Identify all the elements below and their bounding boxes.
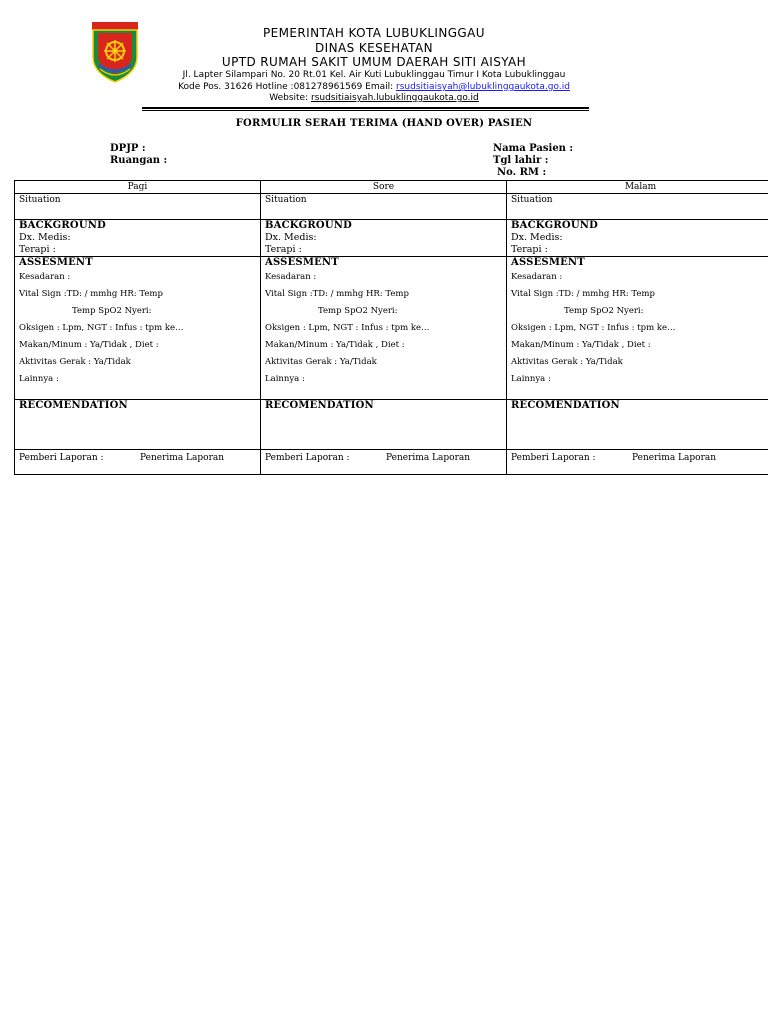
background-heading: BACKGROUND: [265, 220, 352, 231]
makan-minum-label: Makan/Minum : Ya/Tidak , Diet :: [19, 340, 159, 350]
recomendation-heading: RECOMENDATION: [265, 400, 374, 411]
ruangan-field: Ruangan :: [110, 155, 168, 166]
temp-spo2-nyeri-label: Temp SpO2 Nyeri:: [564, 306, 644, 316]
shift-malam: Malam: [507, 181, 768, 194]
recomendation-pagi[interactable]: [15, 400, 261, 450]
penerima-laporan-label: Penerima Laporan: [386, 453, 471, 463]
kesadaran-label: Kesadaran :: [511, 272, 563, 282]
makan-minum-label: Makan/Minum : Ya/Tidak , Diet :: [265, 340, 405, 350]
dx-medis-label: Dx. Medis:: [19, 232, 71, 243]
assesment-heading: ASSESMENT: [19, 257, 93, 268]
header-website-link[interactable]: rsudsitiaisyah.lubuklinggaukota.go.id: [311, 93, 479, 103]
aktivitas-gerak-label: Aktivitas Gerak : Ya/Tidak: [265, 357, 377, 367]
pemberi-laporan-label: Pemberi Laporan :: [511, 453, 596, 463]
temp-spo2-nyeri-label: Temp SpO2 Nyeri:: [72, 306, 152, 316]
header-divider-thick: [142, 107, 589, 109]
header-department: DINAS KESEHATAN: [315, 41, 433, 55]
assesment-heading: ASSESMENT: [511, 257, 585, 268]
vital-sign-label: Vital Sign :TD: / mmhg HR: Temp: [511, 289, 655, 299]
background-row: [15, 220, 768, 257]
handover-table: [14, 180, 768, 475]
dx-medis-label: Dx. Medis:: [265, 232, 317, 243]
header-email-link[interactable]: rsudsitiaisyah@lubuklinggaukota.go.id: [396, 82, 570, 92]
lainnya-label: Lainnya :: [19, 374, 59, 384]
kesadaran-label: Kesadaran :: [265, 272, 317, 282]
penerima-laporan-label: Penerima Laporan: [632, 453, 717, 463]
temp-spo2-nyeri-label: Temp SpO2 Nyeri:: [318, 306, 398, 316]
vital-sign-label: Vital Sign :TD: / mmhg HR: Temp: [265, 289, 409, 299]
header-contact: [150, 82, 598, 92]
background-heading: BACKGROUND: [19, 220, 106, 231]
oksigen-label: Oksigen : Lpm, NGT : Infus : tpm ke…: [511, 323, 676, 333]
terapi-label: Terapi :: [265, 244, 302, 255]
header-hospital-name: UPTD RUMAH SAKIT UMUM DAERAH SITI AISYAH: [221, 55, 527, 69]
assesment-pagi[interactable]: [15, 257, 261, 400]
oksigen-label: Oksigen : Lpm, NGT : Infus : tpm ke…: [265, 323, 430, 333]
no-rm-field: No. RM :: [497, 167, 547, 178]
header-government: PEMERINTAH KOTA LUBUKLINGGAU: [263, 26, 485, 40]
aktivitas-gerak-label: Aktivitas Gerak : Ya/Tidak: [511, 357, 623, 367]
pemberi-laporan-label: Pemberi Laporan :: [19, 453, 104, 463]
assesment-malam[interactable]: [507, 257, 768, 400]
assesment-heading: ASSESMENT: [265, 257, 339, 268]
dx-medis-label: Dx. Medis:: [511, 232, 563, 243]
situation-malam[interactable]: Situation: [507, 194, 768, 220]
pemberi-laporan-label: Pemberi Laporan :: [265, 453, 350, 463]
header-contact-text: Kode Pos. 31626 Hotline :081278961569 Email:: [178, 82, 397, 92]
shift-pagi: Pagi: [15, 181, 261, 194]
vital-sign-label: Vital Sign :TD: / mmhg HR: Temp: [19, 289, 163, 299]
background-malam[interactable]: [507, 220, 768, 257]
assesment-sore[interactable]: [261, 257, 507, 400]
background-pagi[interactable]: [15, 220, 261, 257]
header-address: Jl. Lapter Silampari No. 20 Rt.01 Kel. Air Kuti Lubuklinggau Timur I Kota Lubuklinggau: [182, 70, 566, 80]
terapi-label: Terapi :: [511, 244, 548, 255]
shift-header-row: [15, 181, 768, 194]
shift-sore: Sore: [261, 181, 507, 194]
city-emblem-logo: [90, 21, 140, 83]
signature-malam[interactable]: [507, 450, 768, 475]
form-title: FORMULIR SERAH TERIMA (HAND OVER) PASIEN: [235, 118, 533, 129]
background-sore[interactable]: [261, 220, 507, 257]
recomendation-row: [15, 400, 768, 450]
penerima-laporan-label: Penerima Laporan: [140, 453, 225, 463]
nama-pasien-field: Nama Pasien :: [493, 143, 574, 154]
aktivitas-gerak-label: Aktivitas Gerak : Ya/Tidak: [19, 357, 131, 367]
situation-pagi[interactable]: Situation: [15, 194, 261, 220]
header-website-label: Website:: [269, 93, 311, 103]
recomendation-sore[interactable]: [261, 400, 507, 450]
dpjp-field: DPJP :: [110, 143, 146, 154]
signature-row: [15, 450, 768, 475]
kesadaran-label: Kesadaran :: [19, 272, 71, 282]
situation-sore[interactable]: Situation: [261, 194, 507, 220]
terapi-label: Terapi :: [19, 244, 56, 255]
lainnya-label: Lainnya :: [265, 374, 305, 384]
oksigen-label: Oksigen : Lpm, NGT : Infus : tpm ke…: [19, 323, 184, 333]
background-heading: BACKGROUND: [511, 220, 598, 231]
signature-pagi[interactable]: [15, 450, 261, 475]
recomendation-heading: RECOMENDATION: [19, 400, 128, 411]
recomendation-malam[interactable]: [507, 400, 768, 450]
logo-banner: [92, 22, 138, 30]
tgl-lahir-field: Tgl lahir :: [493, 155, 549, 166]
makan-minum-label: Makan/Minum : Ya/Tidak , Diet :: [511, 340, 651, 350]
recomendation-heading: RECOMENDATION: [511, 400, 620, 411]
header-divider-thin: [142, 110, 589, 111]
assesment-row: [15, 257, 768, 400]
header-website: [150, 93, 598, 103]
signature-sore[interactable]: [261, 450, 507, 475]
situation-row: [15, 194, 768, 220]
lainnya-label: Lainnya :: [511, 374, 551, 384]
